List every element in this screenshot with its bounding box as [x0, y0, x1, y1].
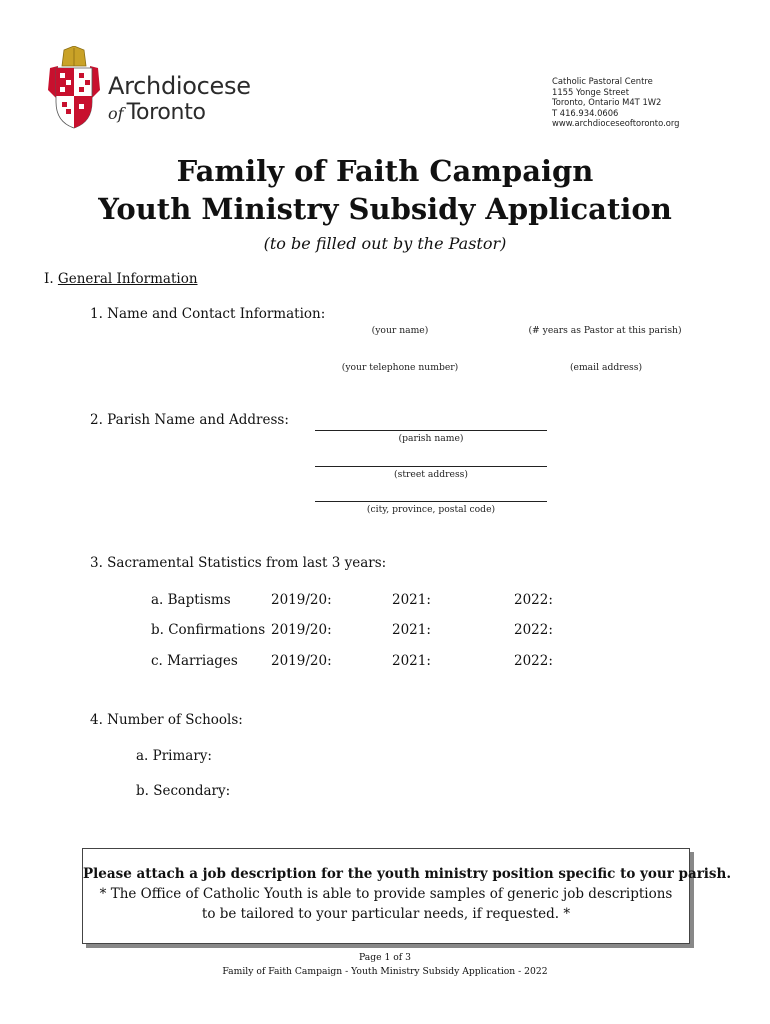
page-subtitle: (to be filled out by the Pastor)	[263, 234, 507, 253]
contact-block	[552, 76, 679, 129]
q4-label: 4. Number of Schools:	[90, 712, 243, 728]
page-title-line2: Youth Ministry Subsidy Application	[98, 192, 672, 226]
stat-year-2019-20: 2019/20:	[271, 622, 332, 638]
secondary-schools-label: b. Secondary:	[136, 783, 231, 799]
contact-line: www.archdioceseoftoronto.org	[552, 118, 680, 128]
q1-label: 1. Name and Contact Information:	[90, 306, 326, 322]
years-as-pastor-caption: (# years as Pastor at this parish)	[528, 325, 682, 336]
city-province-postal-caption: (city, province, postal code)	[366, 504, 496, 515]
your-name-caption: (your name)	[371, 325, 429, 336]
stat-year-2022: 2022:	[514, 653, 553, 669]
org-name-line1: Archdiocese	[108, 72, 251, 100]
city-province-postal-line[interactable]	[315, 501, 547, 502]
org-name-city: Toronto	[126, 100, 206, 125]
stat-year-2021: 2021:	[392, 592, 431, 608]
notice-sub-text-1: * The Office of Catholic Youth is able to provide samples of generic job descriptions	[99, 886, 673, 902]
stat-year-2019-20: 2019/20:	[271, 592, 332, 608]
telephone-caption: (your telephone number)	[341, 362, 459, 373]
contact-line: Toronto, Ontario M4T 1W2	[552, 97, 662, 107]
page-number: Page 1 of 3	[359, 952, 411, 963]
stat-row-label: c. Marriages	[151, 653, 238, 669]
notice-sub-text-2: to be tailored to your particular needs, if requested. *	[201, 906, 571, 922]
stat-year-2021: 2021:	[392, 653, 431, 669]
contact-line: 1155 Yonge Street	[552, 86, 629, 97]
primary-schools-label: a. Primary:	[136, 748, 212, 764]
stat-year-2021: 2021:	[392, 622, 431, 638]
notice-main-text: Please attach a job description for the youth ministry position specific to your parish.	[83, 866, 732, 882]
parish-name-caption: (parish name)	[398, 433, 464, 444]
q2-label: 2. Parish Name and Address:	[90, 412, 289, 428]
stat-year-2019-20: 2019/20:	[271, 653, 332, 669]
stat-row-label: b. Confirmations	[151, 622, 266, 638]
footer-doc-title: Family of Faith Campaign - Youth Ministry Subsidy Application - 2022	[222, 966, 548, 977]
archdiocese-crest-logo	[46, 46, 102, 130]
stat-year-2022: 2022:	[514, 622, 553, 638]
page-title-line1: Family of Faith Campaign	[176, 154, 594, 188]
contact-line: Catholic Pastoral Centre	[552, 76, 653, 86]
email-caption: (email address)	[569, 362, 643, 373]
street-address-caption: (street address)	[394, 469, 468, 480]
street-address-line[interactable]	[315, 466, 547, 467]
stat-year-2022: 2022:	[514, 592, 553, 608]
org-name-line2	[108, 100, 206, 125]
q3-label: 3. Sacramental Statistics from last 3 years:	[90, 555, 387, 571]
parish-name-line[interactable]	[315, 430, 547, 431]
job-description-notice	[82, 848, 732, 944]
section-title: General Information	[57, 271, 198, 287]
section-heading	[44, 271, 198, 287]
org-name-of: of	[108, 104, 124, 123]
section-numeral: I.	[44, 271, 54, 287]
contact-line: T 416.934.0606	[552, 107, 619, 118]
stat-row-label: a. Baptisms	[151, 592, 231, 608]
